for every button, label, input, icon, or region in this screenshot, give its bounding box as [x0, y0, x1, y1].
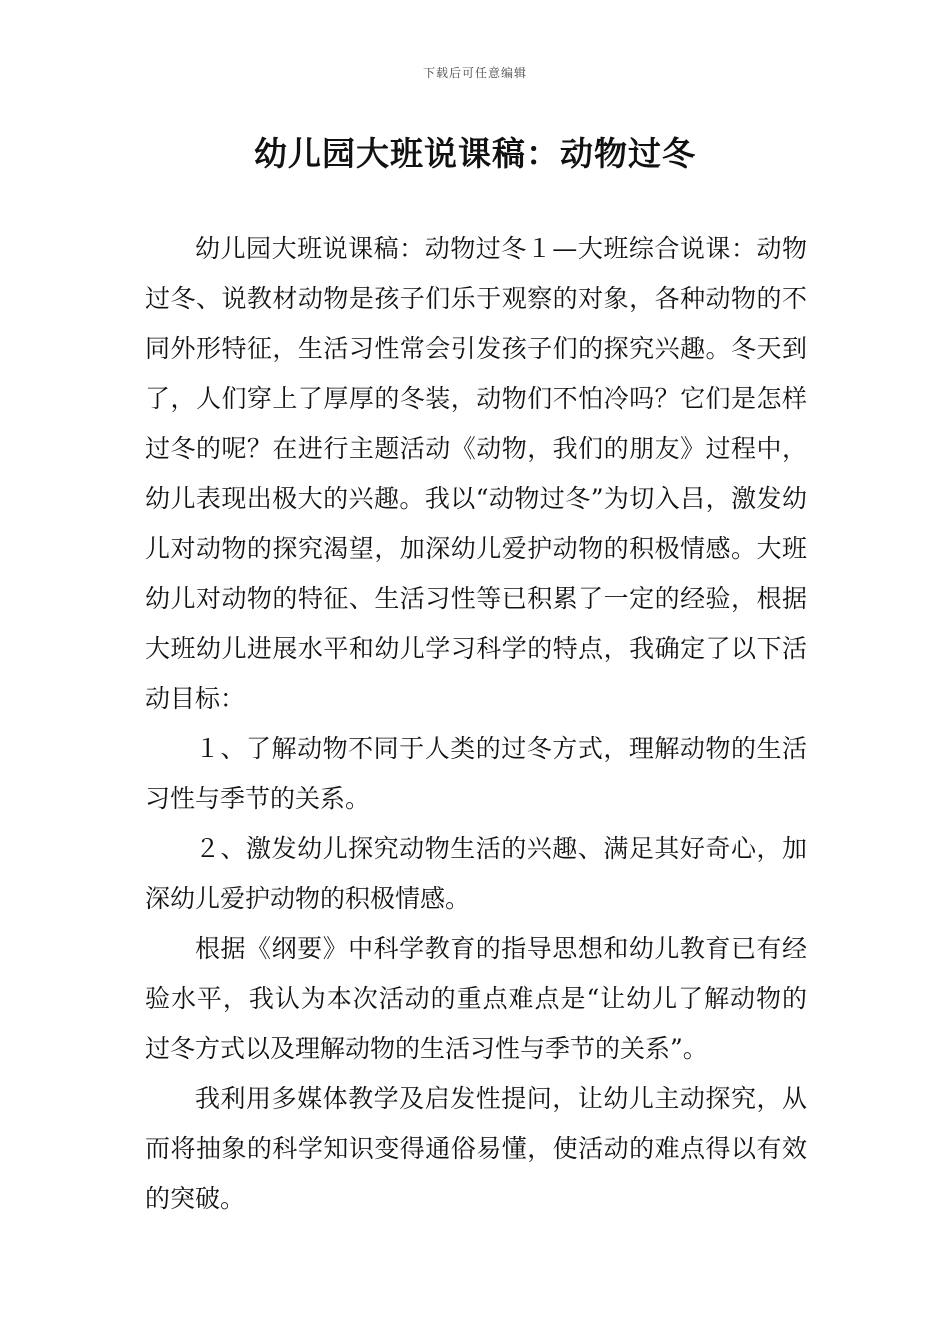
document-body: [145, 224, 807, 1224]
paragraph-goal-1: １、了解动物不同于人类的过冬方式，理解动物的生活习性与季节的关系。: [145, 734, 807, 813]
document-title: 幼儿园大班说课稿：动物过冬: [254, 134, 696, 173]
header-note: 下载后可任意编辑: [422, 66, 527, 80]
paragraph-method: 我利用多媒体教学及启发性提问，让幼儿主动探究，从而将抽象的科学知识变得通俗易懂，使活动的难点得以有效的突破。: [145, 1084, 807, 1213]
paragraph-key-difficulty: 根据《纲要》中科学教育的指导思想和幼儿教育已有经验水平，我认为本次活动的重点难点是“让幼儿了解动物的过冬方式以及理解动物的生活习性与季节的关系”。: [145, 934, 807, 1063]
paragraph-goal-2: ２、激发幼儿探究动物生活的兴趣、满足其好奇心，加深幼儿爱护动物的积极情感。: [145, 834, 807, 913]
paragraph-intro: 幼儿园大班说课稿：动物过冬１—大班综合说课：动物过冬、说教材动物是孩子们乐于观察的对象，各种动物的不同外形特征，生活习性常会引发孩子们的探究兴趣。冬天到了，人们穿上了厚厚的冬装，动物们不怕冷吗？它们是怎样过冬的呢？在进行主题活动《动物，我们的朋友》过程中，幼儿表现出极大的兴趣。我以“动物过冬”为切入吕，激发幼儿对动物的探究渴望，加深幼儿爱护动物的积极情感。大班幼儿对动物的特征、生活习性等已积累了一定的经验，根据大班幼儿进展水平和幼儿学习科学的特点，我确定了以下活动目标：: [145, 234, 807, 713]
